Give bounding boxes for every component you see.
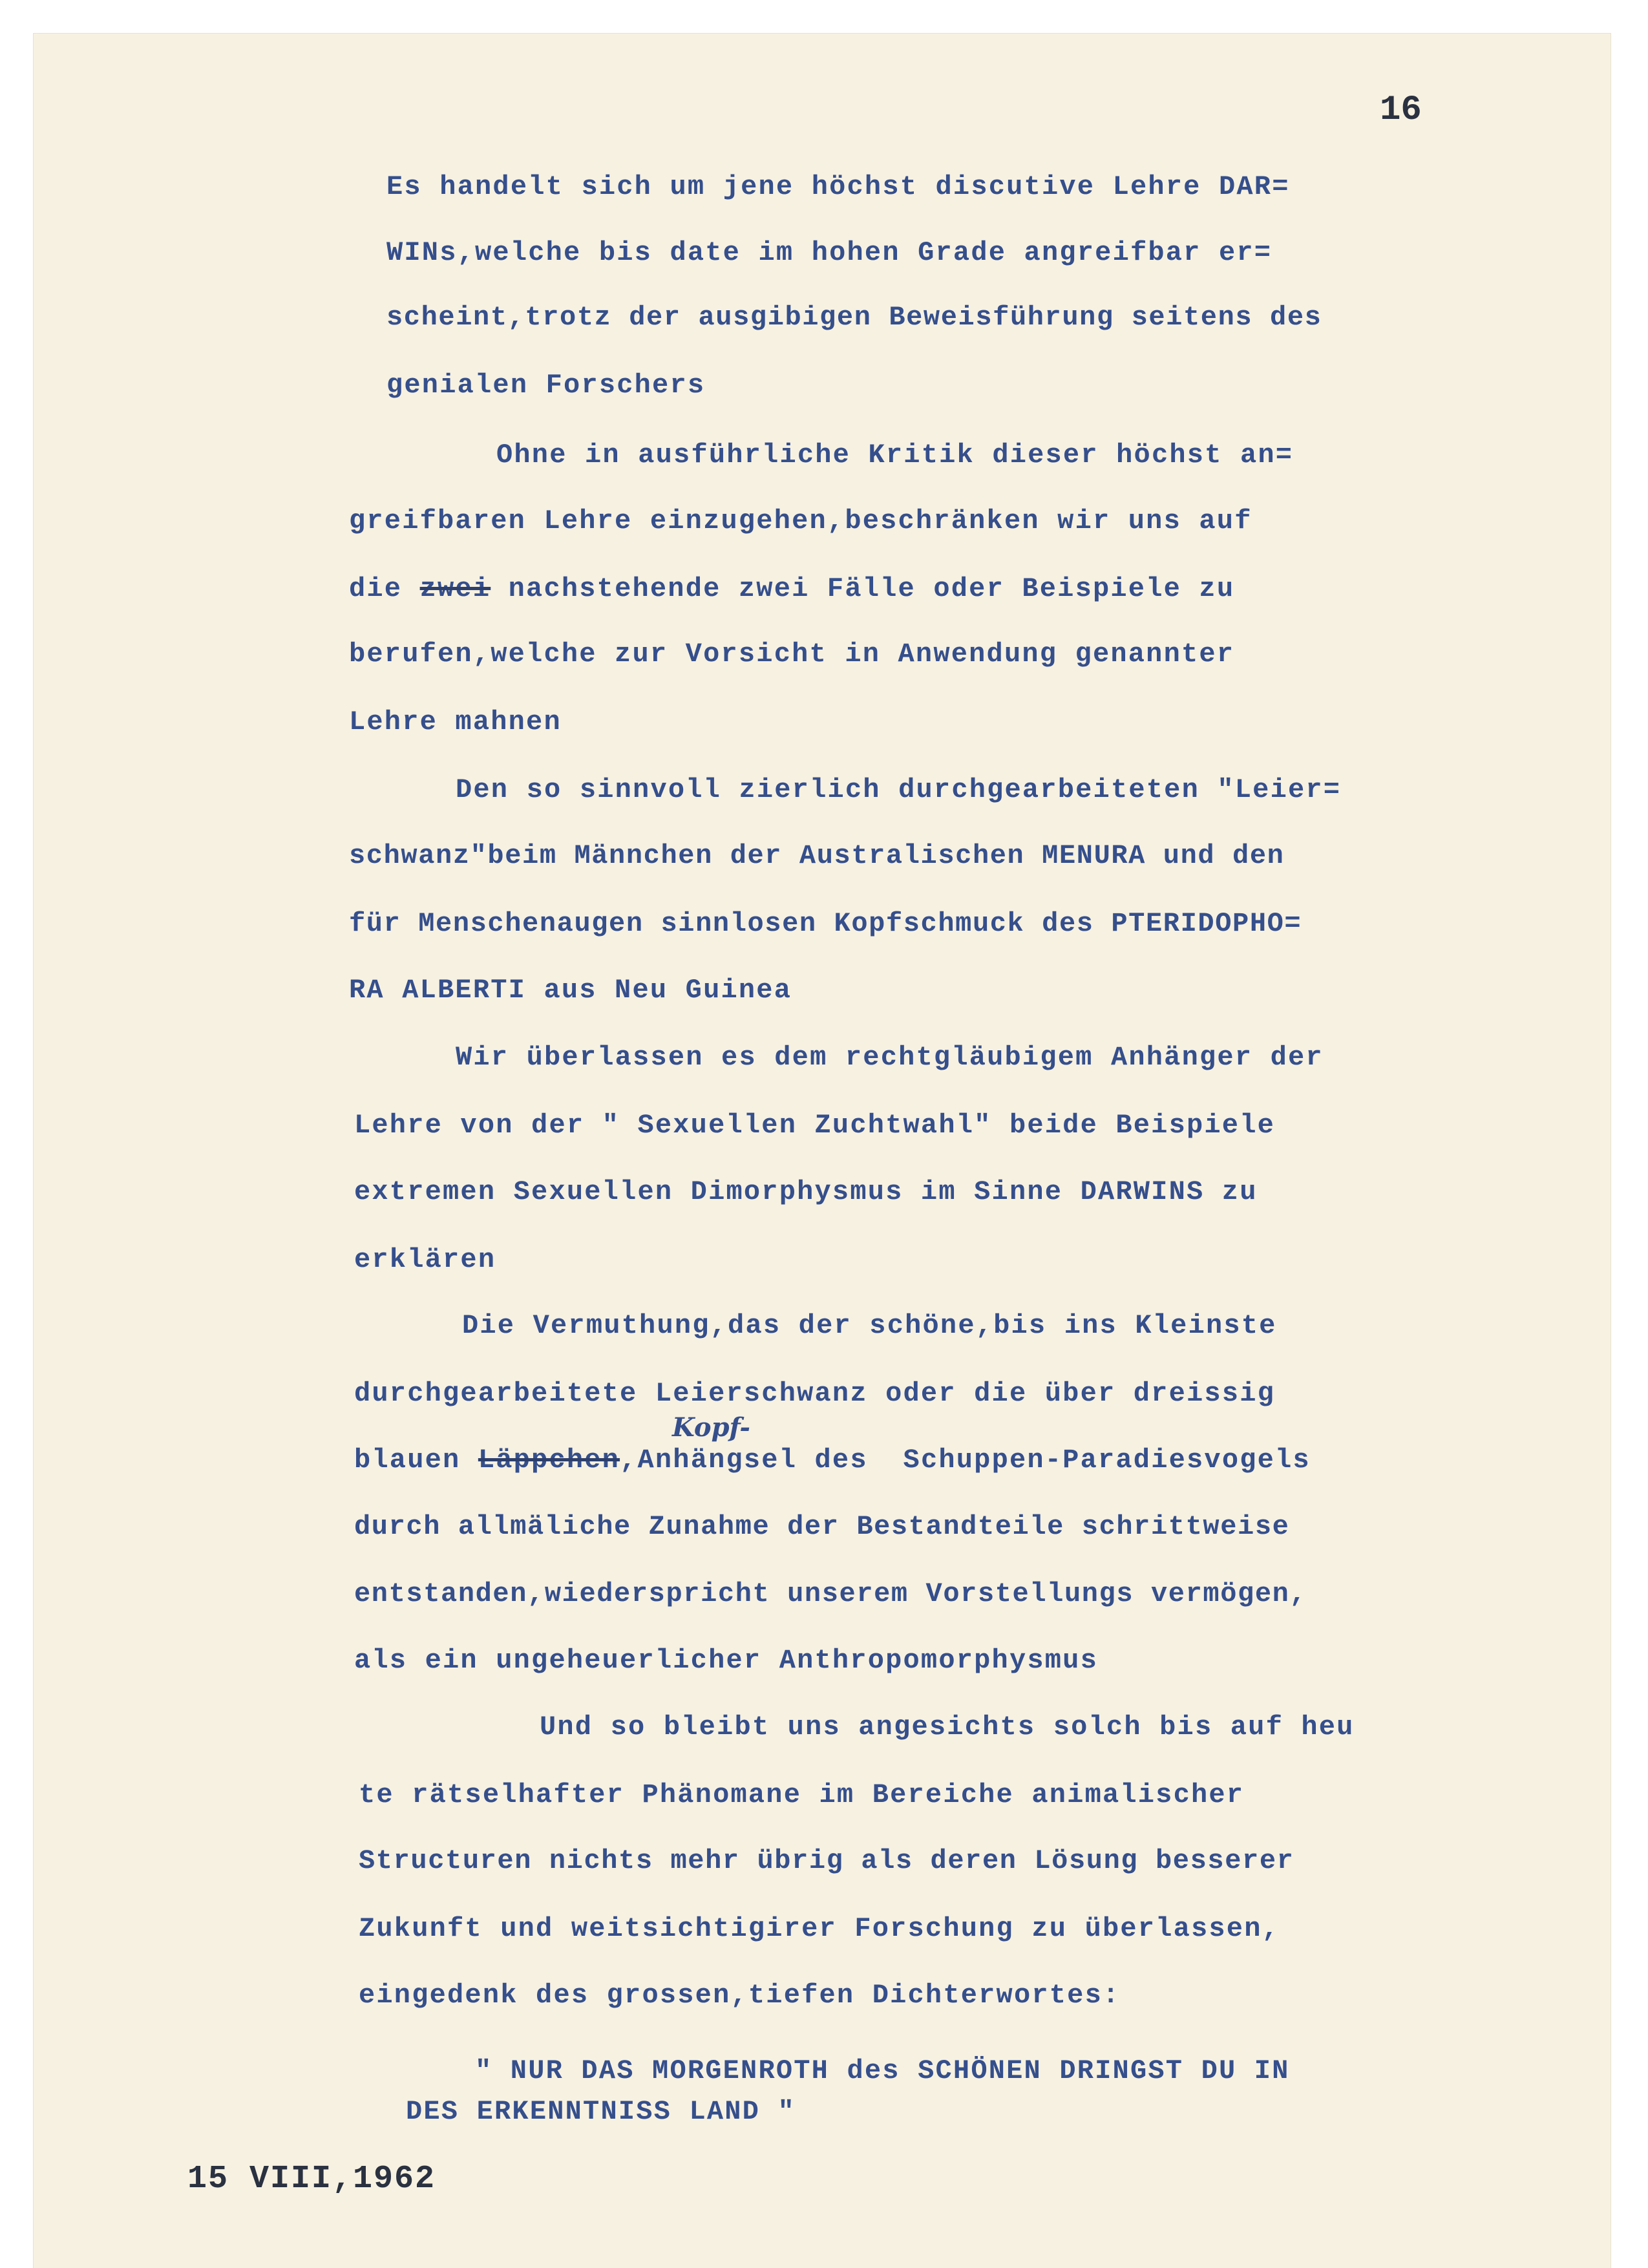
text-line-25: te rätselhafter Phänomane im Bereiche animalischer xyxy=(359,1779,1245,1810)
handwritten-insertion: Kopf- xyxy=(672,1412,750,1443)
text-line-19: durchgearbeitete Leierschwanz oder die über dreissig xyxy=(354,1378,1276,1409)
text-line-7-start: die xyxy=(349,573,420,604)
struck-word: zwei xyxy=(419,573,491,604)
text-line-11: schwanz"beim Männchen der Australischen MENURA und den xyxy=(349,840,1285,871)
struck-word: Läppchen xyxy=(478,1445,620,1476)
text-line-27: Zukunft und weitsichtigirer Forschung zu überlassen, xyxy=(359,1913,1280,1944)
text-line-28: eingedenk des grossen,tiefen Dichterwortes: xyxy=(359,1980,1121,2011)
text-line-17: erklären xyxy=(354,1244,496,1275)
text-line-7 xyxy=(349,573,1234,604)
text-line-7-end: nachstehende zwei Fälle oder Beispiele zu xyxy=(491,573,1235,604)
text-line-16: extremen Sexuellen Dimorphysmus im Sinne DARWINS zu xyxy=(354,1176,1258,1207)
text-line-20 xyxy=(354,1445,1311,1476)
text-line-14: Wir überlassen es dem rechtgläubigem Anhänger der xyxy=(456,1042,1324,1073)
text-line-8: berufen,welche zur Vorsicht in Anwendung genannter xyxy=(349,639,1235,670)
text-line-21: durch allmäliche Zunahme der Bestandteile schrittweise xyxy=(354,1511,1290,1542)
quote-line-2: DES ERKENNTNISS LAND " xyxy=(406,2096,796,2127)
text-line-10: Den so sinnvoll zierlich durchgearbeiteten "Leier= xyxy=(456,774,1342,805)
text-line-20-end: ,Anhängsel des Schuppen-Paradiesvogels xyxy=(620,1445,1311,1476)
date-line: 15 VIII,1962 xyxy=(187,2161,436,2198)
text-line-22: entstanden,wiederspricht unserem Vorstellungs vermögen, xyxy=(354,1578,1307,1609)
text-line-12: für Menschenaugen sinnlosen Kopfschmuck des PTERIDOPHO= xyxy=(349,908,1302,939)
text-line-24: Und so bleibt uns angesichts solch bis auf heu xyxy=(540,1712,1355,1743)
text-line-2: WINs,welche bis date im hohen Grade angreifbar er= xyxy=(386,237,1273,268)
quote-line-1: " NUR DAS MORGENROTH des SCHÖNEN DRINGST DU IN xyxy=(475,2055,1290,2086)
page-number: 16 xyxy=(1380,90,1422,130)
text-line-6: greifbaren Lehre einzugehen,beschränken wir uns auf xyxy=(349,505,1252,536)
text-line-15: Lehre von der " Sexuellen Zuchtwahl" beide Beispiele xyxy=(354,1110,1276,1141)
text-line-26: Structuren nichts mehr übrig als deren Lösung besserer xyxy=(359,1845,1294,1876)
text-line-13: RA ALBERTI aus Neu Guinea xyxy=(349,975,792,1006)
text-line-5: Ohne in ausführliche Kritik dieser höchst an= xyxy=(496,440,1294,471)
text-line-23: als ein ungeheuerlicher Anthropomorphysmus xyxy=(354,1645,1098,1676)
text-line-18: Die Vermuthung,das der schöne,bis ins Kleinste xyxy=(462,1310,1277,1341)
text-line-3: scheint,trotz der ausgibigen Beweisführung seitens des xyxy=(386,302,1322,333)
text-line-1: Es handelt sich um jene höchst discutive Lehre DAR= xyxy=(386,171,1290,202)
text-line-9: Lehre mahnen xyxy=(349,706,562,737)
text-line-4: genialen Forschers xyxy=(386,370,706,401)
text-line-20-start: blauen xyxy=(354,1445,478,1476)
